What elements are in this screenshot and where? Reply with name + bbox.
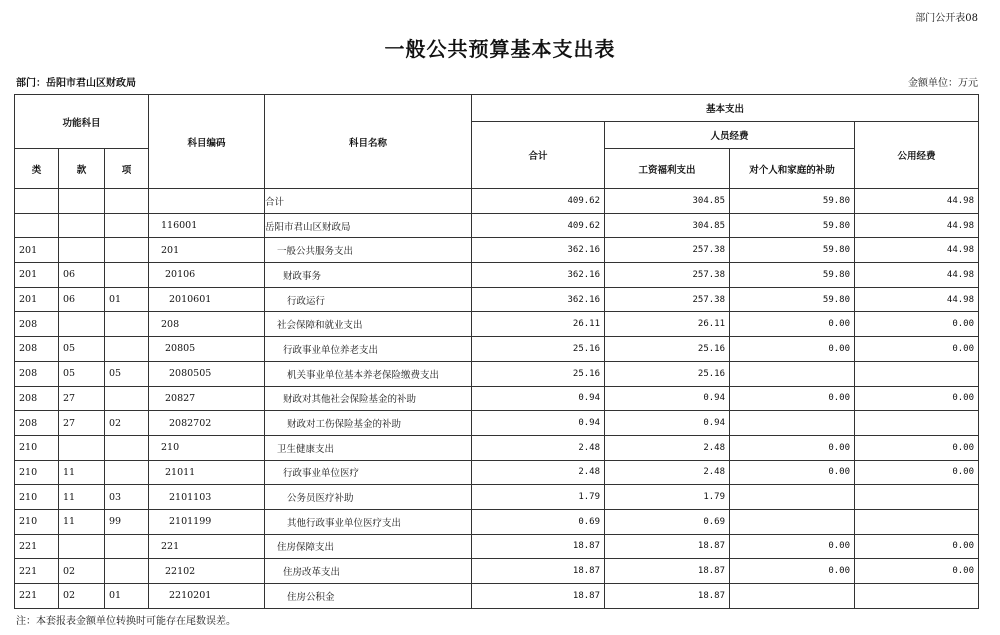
cell-kuan: 05 — [59, 337, 105, 362]
cell-subsidy: 59.80 — [730, 263, 855, 288]
cell-public: 44.98 — [855, 213, 979, 238]
cell-total: 362.16 — [472, 238, 605, 263]
cell-name: 岳阳市君山区财政局 — [265, 213, 472, 238]
cell-total: 25.16 — [472, 361, 605, 386]
cell-lei — [15, 213, 59, 238]
cell-kuan: 06 — [59, 263, 105, 288]
cell-name: 机关事业单位基本养老保险缴费支出 — [265, 361, 472, 386]
cell-xiang — [105, 337, 149, 362]
cell-salary: 2.48 — [605, 460, 730, 485]
cell-lei: 210 — [15, 460, 59, 485]
cell-kuan: 05 — [59, 361, 105, 386]
cell-total: 362.16 — [472, 287, 605, 312]
cell-public: 0.00 — [855, 312, 979, 337]
cell-salary: 2.48 — [605, 435, 730, 460]
table-row — [15, 361, 979, 386]
table-row — [15, 460, 979, 485]
cell-code: 116001 — [149, 213, 265, 238]
cell-subsidy: 0.00 — [730, 534, 855, 559]
table-row — [15, 485, 979, 510]
cell-xiang — [105, 460, 149, 485]
department-label: 部门：岳阳市君山区财政局 — [16, 78, 136, 89]
cell-xiang: 99 — [105, 509, 149, 534]
cell-total: 2.48 — [472, 435, 605, 460]
table-row — [15, 435, 979, 460]
cell-subsidy: 59.80 — [730, 287, 855, 312]
cell-salary: 0.94 — [605, 411, 730, 436]
cell-lei: 208 — [15, 361, 59, 386]
cell-salary: 304.85 — [605, 189, 730, 214]
table-body — [15, 189, 979, 609]
cell-total: 18.87 — [472, 534, 605, 559]
cell-lei: 208 — [15, 411, 59, 436]
cell-public — [855, 584, 979, 609]
cell-name: 财政事务 — [265, 263, 472, 288]
cell-public: 0.00 — [855, 337, 979, 362]
cell-name: 行政事业单位养老支出 — [265, 337, 472, 362]
cell-lei: 210 — [15, 509, 59, 534]
table-row — [15, 559, 979, 584]
cell-salary: 25.16 — [605, 361, 730, 386]
cell-salary: 0.94 — [605, 386, 730, 411]
header-public-expense: 公用经费 — [855, 122, 979, 189]
cell-xiang: 01 — [105, 584, 149, 609]
cell-subsidy: 0.00 — [730, 460, 855, 485]
cell-code: 22102 — [149, 559, 265, 584]
cell-public — [855, 509, 979, 534]
cell-kuan — [59, 534, 105, 559]
cell-name: 财政对工伤保险基金的补助 — [265, 411, 472, 436]
cell-code: 208 — [149, 312, 265, 337]
cell-xiang — [105, 559, 149, 584]
cell-code: 221 — [149, 534, 265, 559]
cell-name: 行政运行 — [265, 287, 472, 312]
cell-subsidy: 0.00 — [730, 386, 855, 411]
cell-subsidy: 0.00 — [730, 312, 855, 337]
cell-xiang: 03 — [105, 485, 149, 510]
header-salary-welfare: 工资福利支出 — [605, 149, 730, 189]
cell-xiang — [105, 435, 149, 460]
cell-lei: 208 — [15, 312, 59, 337]
header-subject-code: 科目编码 — [149, 95, 265, 189]
cell-lei — [15, 189, 59, 214]
header-func-subject: 功能科目 — [15, 95, 149, 149]
cell-code: 2080505 — [149, 361, 265, 386]
cell-lei: 201 — [15, 263, 59, 288]
cell-xiang — [105, 189, 149, 214]
cell-name: 住房改革支出 — [265, 559, 472, 584]
cell-subsidy: 59.80 — [730, 189, 855, 214]
cell-kuan: 02 — [59, 559, 105, 584]
cell-xiang — [105, 312, 149, 337]
cell-kuan: 02 — [59, 584, 105, 609]
cell-kuan: 11 — [59, 509, 105, 534]
header-personnel-expense: 人员经费 — [605, 122, 855, 149]
cell-kuan — [59, 312, 105, 337]
cell-code: 2010601 — [149, 287, 265, 312]
table-row — [15, 584, 979, 609]
cell-code: 201 — [149, 238, 265, 263]
cell-subsidy — [730, 411, 855, 436]
header-kuan: 款 — [59, 149, 105, 189]
cell-subsidy: 0.00 — [730, 435, 855, 460]
cell-lei: 210 — [15, 435, 59, 460]
cell-salary: 1.79 — [605, 485, 730, 510]
cell-subsidy: 0.00 — [730, 559, 855, 584]
table-row — [15, 534, 979, 559]
cell-code: 210 — [149, 435, 265, 460]
cell-salary: 18.87 — [605, 584, 730, 609]
header-household-subsidy: 对个人和家庭的补助 — [730, 149, 855, 189]
cell-name: 住房公积金 — [265, 584, 472, 609]
cell-lei: 221 — [15, 534, 59, 559]
cell-name: 合计 — [265, 189, 472, 214]
header-basic-expenditure: 基本支出 — [472, 95, 979, 122]
cell-name: 其他行政事业单位医疗支出 — [265, 509, 472, 534]
cell-subsidy — [730, 361, 855, 386]
form-number: 部门公开表08 — [915, 13, 978, 24]
cell-salary: 257.38 — [605, 263, 730, 288]
cell-kuan: 27 — [59, 411, 105, 436]
table-row — [15, 337, 979, 362]
cell-name: 行政事业单位医疗 — [265, 460, 472, 485]
cell-total: 18.87 — [472, 559, 605, 584]
cell-code: 21011 — [149, 460, 265, 485]
cell-code: 2101199 — [149, 509, 265, 534]
page-title: 一般公共预算基本支出表 — [384, 37, 616, 61]
cell-salary: 257.38 — [605, 238, 730, 263]
table-row — [15, 312, 979, 337]
cell-xiang — [105, 263, 149, 288]
table-row — [15, 263, 979, 288]
cell-kuan — [59, 238, 105, 263]
cell-name: 社会保障和就业支出 — [265, 312, 472, 337]
cell-kuan — [59, 213, 105, 238]
cell-code: 2082702 — [149, 411, 265, 436]
cell-public: 44.98 — [855, 263, 979, 288]
cell-code: 20827 — [149, 386, 265, 411]
cell-xiang: 05 — [105, 361, 149, 386]
cell-public — [855, 411, 979, 436]
amount-unit-label: 金额单位：万元 — [908, 78, 978, 89]
header-total: 合计 — [472, 122, 605, 189]
cell-lei: 201 — [15, 287, 59, 312]
cell-public: 44.98 — [855, 238, 979, 263]
cell-lei: 221 — [15, 584, 59, 609]
cell-salary: 26.11 — [605, 312, 730, 337]
cell-total: 0.94 — [472, 411, 605, 436]
cell-lei: 208 — [15, 337, 59, 362]
cell-code: 2101103 — [149, 485, 265, 510]
cell-name: 财政对其他社会保险基金的补助 — [265, 386, 472, 411]
cell-xiang — [105, 386, 149, 411]
cell-total: 2.48 — [472, 460, 605, 485]
cell-xiang: 02 — [105, 411, 149, 436]
cell-name: 卫生健康支出 — [265, 435, 472, 460]
cell-kuan — [59, 435, 105, 460]
cell-total: 0.94 — [472, 386, 605, 411]
cell-xiang — [105, 213, 149, 238]
cell-salary: 257.38 — [605, 287, 730, 312]
cell-lei: 201 — [15, 238, 59, 263]
cell-total: 0.69 — [472, 509, 605, 534]
footer-note: 注：本套报表金额单位转换时可能存在尾数误差。 — [16, 616, 236, 627]
cell-xiang: 01 — [105, 287, 149, 312]
cell-total: 409.62 — [472, 213, 605, 238]
cell-total: 409.62 — [472, 189, 605, 214]
cell-public: 0.00 — [855, 435, 979, 460]
cell-kuan — [59, 189, 105, 214]
cell-salary: 25.16 — [605, 337, 730, 362]
table-row — [15, 411, 979, 436]
cell-salary: 304.85 — [605, 213, 730, 238]
cell-kuan: 06 — [59, 287, 105, 312]
cell-public: 0.00 — [855, 534, 979, 559]
cell-lei: 210 — [15, 485, 59, 510]
cell-name: 住房保障支出 — [265, 534, 472, 559]
cell-code: 20106 — [149, 263, 265, 288]
cell-kuan: 27 — [59, 386, 105, 411]
cell-total: 362.16 — [472, 263, 605, 288]
cell-total: 18.87 — [472, 584, 605, 609]
cell-code: 20805 — [149, 337, 265, 362]
cell-total: 1.79 — [472, 485, 605, 510]
budget-table — [14, 94, 979, 609]
cell-kuan: 11 — [59, 485, 105, 510]
cell-subsidy: 0.00 — [730, 337, 855, 362]
cell-lei: 208 — [15, 386, 59, 411]
cell-public: 0.00 — [855, 559, 979, 584]
cell-subsidy — [730, 584, 855, 609]
cell-public: 44.98 — [855, 287, 979, 312]
table-row — [15, 509, 979, 534]
cell-salary: 18.87 — [605, 534, 730, 559]
table-row — [15, 287, 979, 312]
cell-public: 0.00 — [855, 386, 979, 411]
cell-total: 25.16 — [472, 337, 605, 362]
cell-public — [855, 485, 979, 510]
cell-code — [149, 189, 265, 214]
cell-name: 公务员医疗补助 — [265, 485, 472, 510]
cell-xiang — [105, 534, 149, 559]
cell-xiang — [105, 238, 149, 263]
cell-public — [855, 361, 979, 386]
cell-salary: 18.87 — [605, 559, 730, 584]
header-lei: 类 — [15, 149, 59, 189]
table-row — [15, 213, 979, 238]
cell-name: 一般公共服务支出 — [265, 238, 472, 263]
header-subject-name: 科目名称 — [265, 95, 472, 189]
header-xiang: 项 — [105, 149, 149, 189]
table-row — [15, 386, 979, 411]
cell-salary: 0.69 — [605, 509, 730, 534]
cell-subsidy: 59.80 — [730, 213, 855, 238]
cell-subsidy — [730, 485, 855, 510]
cell-subsidy — [730, 509, 855, 534]
cell-subsidy: 59.80 — [730, 238, 855, 263]
cell-kuan: 11 — [59, 460, 105, 485]
cell-code: 2210201 — [149, 584, 265, 609]
table-row — [15, 238, 979, 263]
cell-public: 44.98 — [855, 189, 979, 214]
table-row — [15, 189, 979, 214]
cell-total: 26.11 — [472, 312, 605, 337]
cell-public: 0.00 — [855, 460, 979, 485]
cell-lei: 221 — [15, 559, 59, 584]
